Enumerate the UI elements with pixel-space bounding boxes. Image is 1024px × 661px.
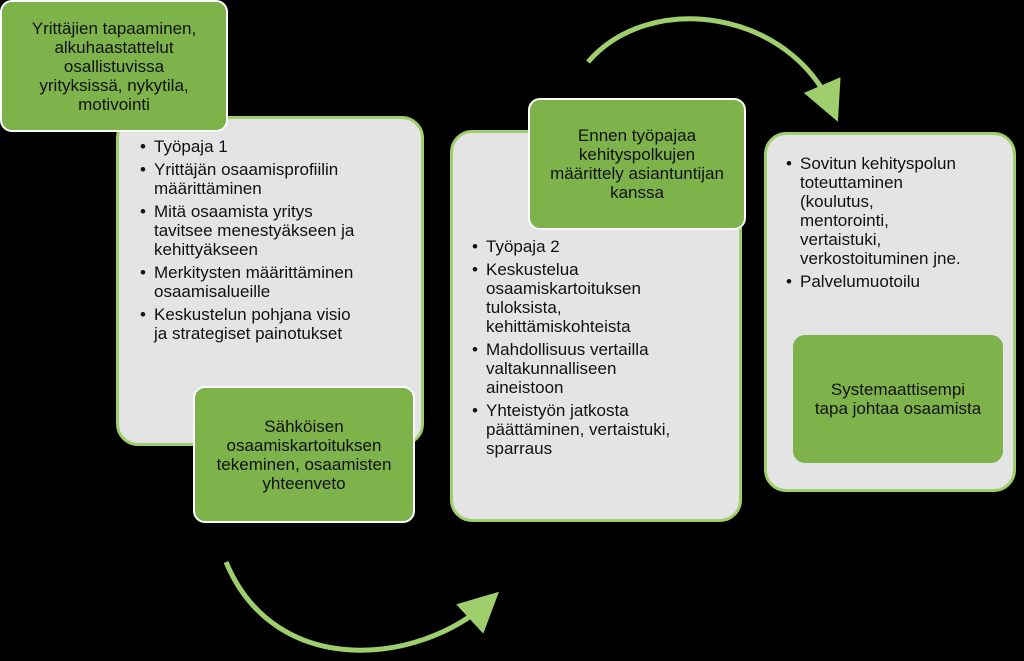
- list-item: • Sovitun kehityspolun toteuttaminen (koulutus, mentorointi, vertaistuki, verkostoituminen jne.: [786, 154, 1008, 268]
- card-implementation-list: [786, 154, 1008, 295]
- arrow-bottom-curve: [226, 562, 488, 650]
- box-electronic-mapping: [193, 386, 415, 523]
- card-workshop-2-list: [472, 237, 734, 462]
- box-initial-meeting-text: Yrittäjien tapaaminen, alkuhaastattelut osallistuvissa yrityksissä, nykytila, motivointi: [31, 18, 197, 114]
- box-systematic-text: Systemaattisempi tapa johtaa osaamista: [814, 380, 982, 418]
- list-item: • Työpaja 1: [140, 137, 410, 156]
- box-before-workshop: [528, 98, 746, 230]
- list-item: • Keskustelua osaamiskartoituksen tuloksista, kehittämiskohteista: [472, 260, 734, 336]
- list-item: • Yrittäjän osaamisprofiilin määrittäminen: [140, 160, 410, 198]
- list-item: • Mahdollisuus vertailla valtakunnalliseen aineistoon: [472, 340, 734, 397]
- list-item: • Työpaja 2: [472, 237, 734, 256]
- list-item: • Yhteistyön jatkosta päättäminen, vertaistuki, sparraus: [472, 401, 734, 458]
- list-item: • Mitä osaamista yritys tavitsee menestyäkseen ja kehittyäkseen: [140, 202, 410, 259]
- card-workshop-1-list: [140, 137, 410, 347]
- list-item: • Keskustelun pohjana visio ja strategiset painotukset: [140, 305, 410, 343]
- box-before-workshop-text: Ennen työpajaa kehityspolkujen määrittely asiantuntijan kanssa: [550, 126, 724, 202]
- arrow-top-curve: [588, 19, 832, 108]
- box-systematic: [793, 335, 1003, 463]
- list-item: • Merkitysten määrittäminen osaamisalueille: [140, 263, 410, 301]
- box-electronic-mapping-text: Sähköisen osaamiskartoituksen tekeminen, osaamisten yhteenveto: [216, 416, 392, 493]
- list-item: • Palvelumuotoilu: [786, 272, 1008, 291]
- box-initial-meeting: [0, 0, 228, 132]
